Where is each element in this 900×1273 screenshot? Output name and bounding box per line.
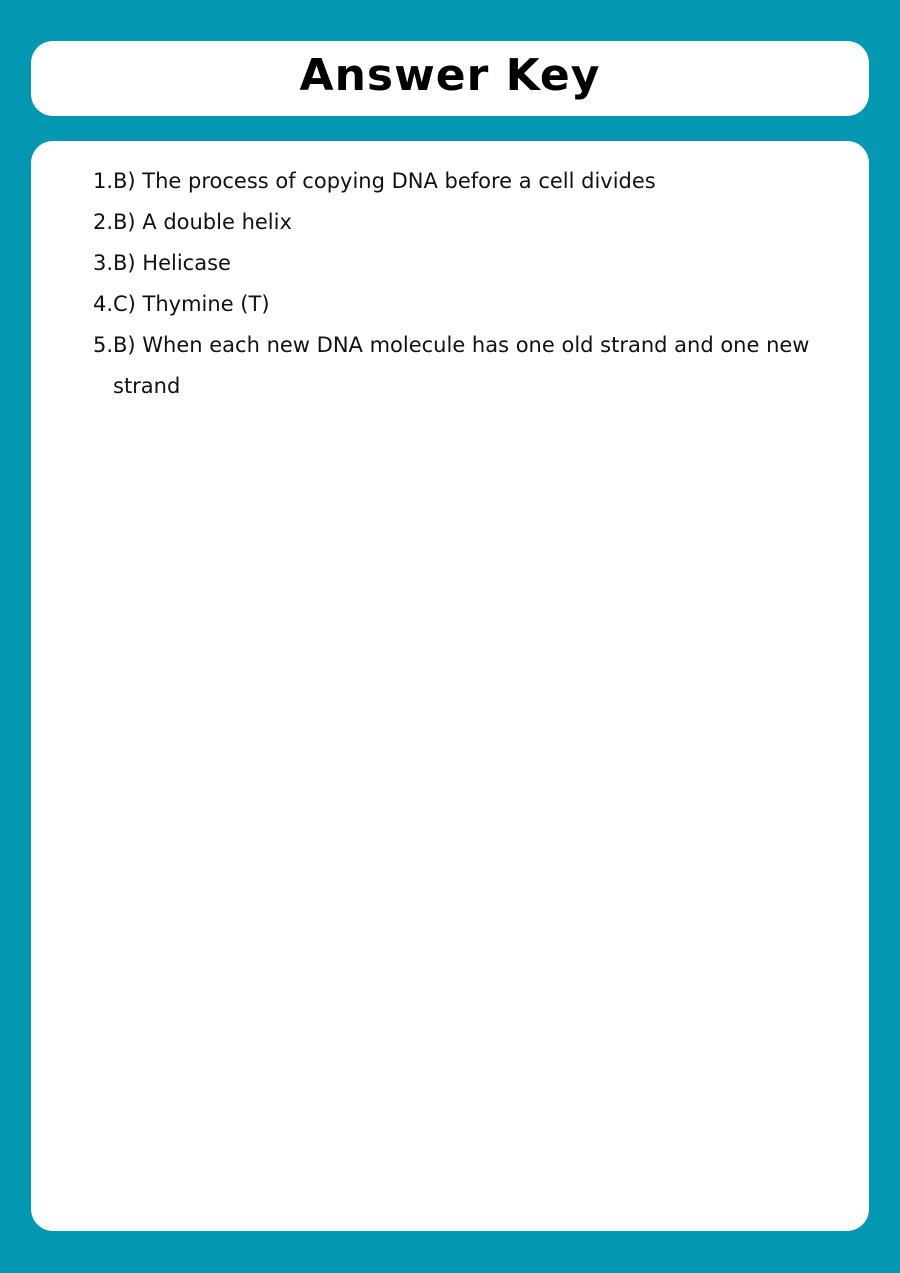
answer-number: 4. [92,292,113,316]
answer-text: B) A double helix [113,210,292,234]
answer-list [81,161,841,407]
answer-text: B) The process of copying DNA before a cell divides [113,169,656,193]
answer-number: 3. [92,251,113,275]
answer-text: B) Helicase [113,251,231,275]
header-card [31,41,869,116]
answer-item-2 [81,202,841,243]
answer-number: 5. [92,333,113,357]
answer-number: 2. [92,210,113,234]
answer-text: C) Thymine (T) [113,292,270,316]
answer-item-3 [81,243,841,284]
answer-item-4 [81,284,841,325]
answer-text: B) When each new DNA molecule has one old strand and one new strand [113,333,810,398]
answer-number: 1. [92,169,113,193]
answer-item-1 [81,161,841,202]
page-title: Answer Key [299,49,601,101]
answer-item-5 [81,325,841,407]
answer-card [31,141,869,1231]
